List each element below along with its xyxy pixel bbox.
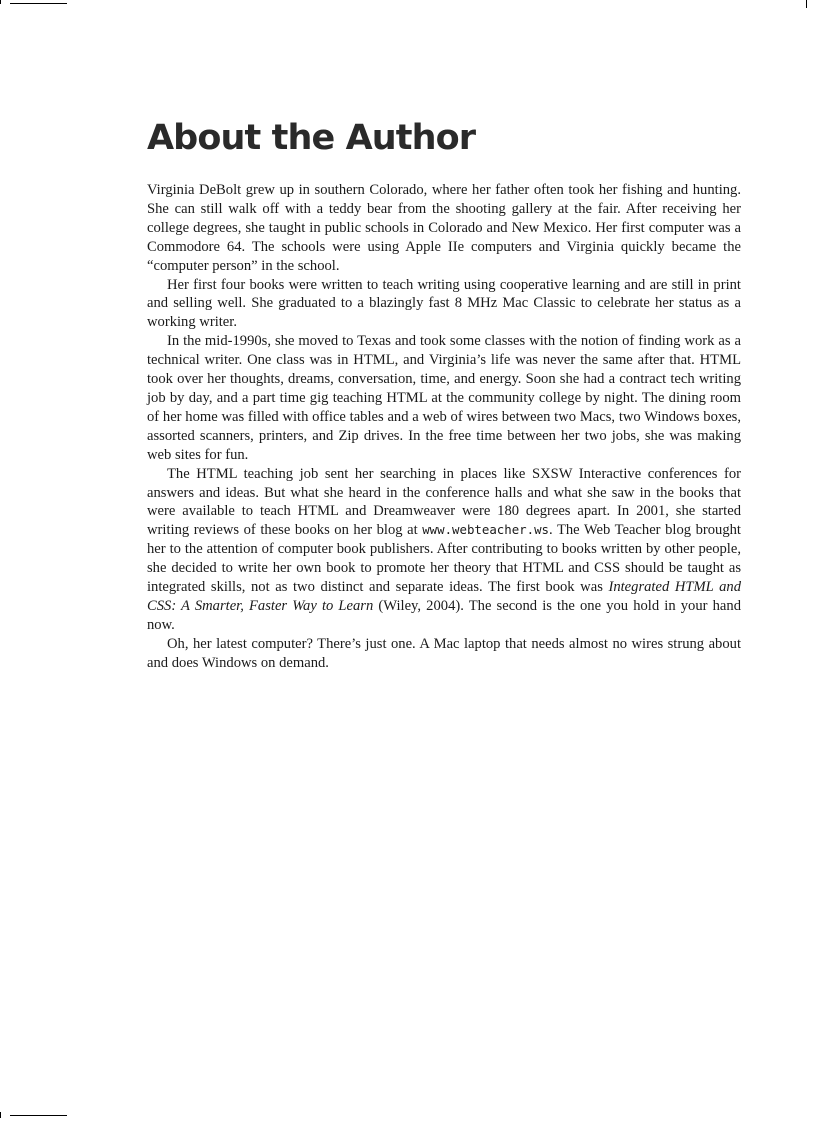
bio-paragraph-5: Oh, her latest computer? There’s just one. A Mac laptop that needs almost no wires strung about and does Windows on demand. xyxy=(147,635,741,671)
bio-paragraph-2: Her first four books were written to teach writing using cooperative learning and are still in print and selling well. She graduated to a blazingly fast 8 MHz Mac Classic to celebrate her status as a working writer. xyxy=(147,276,741,331)
blog-url: www.webteacher.ws xyxy=(422,522,550,538)
author-bio xyxy=(147,181,741,673)
bio-paragraph-4 xyxy=(147,465,741,635)
bio-paragraph-4-text-b: . The Web Teacher blog brought her to the attention of computer book publishers. After contributing to books written by other people, she decided to write her own book to promote her theory that HTML and CSS should be taught as integrated skills, not as two distinct and separate ideas. The first book was xyxy=(147,522,741,596)
crop-mark-bottom-left-vertical xyxy=(0,1112,1,1118)
page-title: About the Author xyxy=(147,118,476,158)
bio-paragraph-4-text-a: The HTML teaching job sent her searching in places like SXSW Interactive conferences for answers and ideas. But what she heard in the conference halls and what she saw in the books that were available to teach HTML and Dreamweaver were 180 degrees apart. In 2001, she started writing reviews of these books on her blog at xyxy=(147,465,741,539)
crop-mark-bottom-left xyxy=(10,1115,67,1116)
bio-paragraph-1: Virginia DeBolt grew up in southern Colorado, where her father often took her fishing and hunting. She can still walk off with a teddy bear from the shooting gallery at the fair. After receiving her college degrees, she taught in public schools in Colorado and New Mexico. Her first computer was a Commodore 64. The schools were using Apple IIe computers and Virginia quickly became the “computer person” in the school. xyxy=(147,182,741,274)
crop-mark-top-right xyxy=(806,0,807,8)
crop-mark-top-left-vertical xyxy=(0,0,1,4)
bio-paragraph-3: In the mid-1990s, she moved to Texas and took some classes with the notion of finding work as a technical writer. One class was in HTML, and Virginia’s life was never the same after that. HTML took over her thoughts, dreams, conversation, time, and energy. Soon she had a contract tech writing job by day, and a part time gig teaching HTML at the community college by night. The dining room of her home was filled with office tables and a web of wires between two Macs, two Windows boxes, assorted scanners, printers, and Zip drives. In the free time between her two jobs, she was making web sites for fun. xyxy=(147,333,741,463)
bio-paragraph-4-text-c: (Wiley, 2004). The second is the one you hold in your hand now. xyxy=(147,597,742,633)
book-title: Integrated HTML and CSS: A Smarter, Faster Way to Learn xyxy=(147,579,741,614)
crop-mark-top-left xyxy=(10,3,67,4)
